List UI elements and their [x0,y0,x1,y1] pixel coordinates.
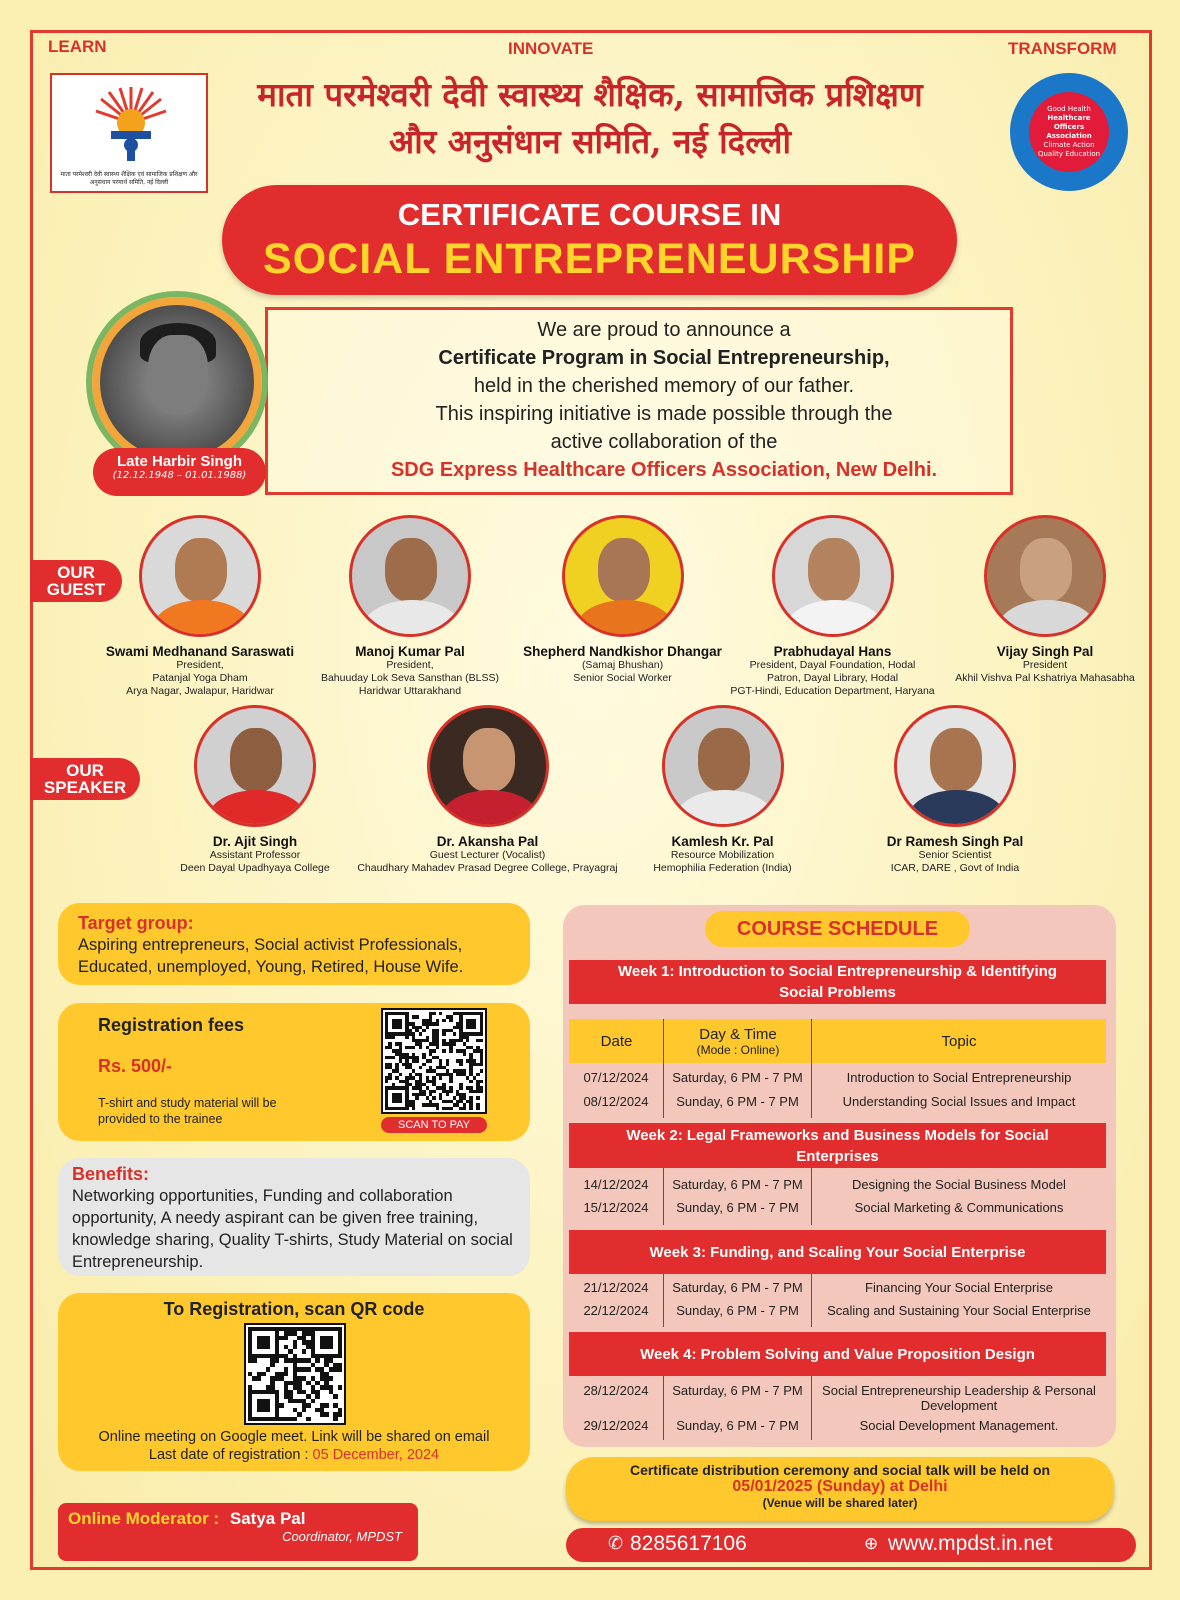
qr-module [338,1367,342,1371]
qr-module [399,1026,402,1029]
qr-module [449,1090,452,1093]
row-date: 21/12/2024 [583,1280,649,1295]
qr-module [329,1376,333,1380]
qr-module [439,1012,442,1015]
speaker-name: Dr. Akansha Pal [436,834,539,849]
fees-note: T-shirt and study material will be provided to the trainee [98,1096,277,1126]
course-schedule-title: COURSE SCHEDULE [705,911,970,947]
qr-module [449,1049,452,1052]
guest-photo [984,515,1106,637]
fees-heading: Registration fees [98,1015,245,1035]
guest-photo [772,515,894,637]
speaker-name: Dr. Ajit Singh [212,834,298,849]
guest-photo [349,515,471,637]
header-topic-label: Topic [941,1032,977,1050]
org-logo [50,73,208,193]
qr-module [419,1032,422,1035]
qr-module [422,1063,425,1066]
guest-desc: (Samaj Bhushan) [581,659,664,671]
qr-module [459,1086,462,1089]
speaker-photo [662,705,784,827]
qr-module [266,1367,270,1371]
qr-module [257,1376,261,1380]
speaker-card [350,705,625,875]
speaker-photo-body [907,790,1007,827]
phone-number[interactable]: 8285617106 [630,1532,747,1555]
guest-photo-body [362,600,462,637]
announcement-line1: We are proud to announce a [537,319,791,341]
row-time: Sunday, 6 PM - 7 PM [676,1094,799,1109]
guest-desc: President, [386,659,434,671]
qr-module [480,1063,483,1066]
header-topic [812,1019,1106,1063]
qr-module [436,1107,439,1110]
row-date: 08/12/2024 [583,1094,649,1109]
guest-desc: President, [176,659,224,671]
qr-module [469,1080,472,1083]
ceremony-line2: 05/01/2025 (Sunday) at Delhi [732,1478,948,1495]
row-time: Sunday, 6 PM - 7 PM [676,1303,799,1318]
our-guest-tag-line2: GUEST [46,580,106,599]
row-topic: Introduction to Social Entrepreneurship [846,1070,1072,1085]
qr-module [432,1012,435,1015]
guest-desc: President, Dayal Foundation, Hodal [749,659,916,671]
qr-module [392,1036,395,1039]
qr-module [302,1349,306,1353]
qr-module [266,1345,270,1349]
speaker-photo [194,705,316,827]
qr-module [261,1372,265,1376]
qr-module [324,1412,328,1416]
qr-module [293,1417,297,1421]
guest-card [95,515,305,698]
guest-photo-head [385,538,437,602]
guest-card [945,515,1145,685]
seal-text-right: Climate Action [1043,141,1095,149]
row-time: Saturday, 6 PM - 7 PM [672,1070,803,1085]
qr-module [415,1096,418,1099]
qr-module [473,1026,476,1029]
benefits-text: Networking opportunities, Funding and collaboration opportunity, A needy aspirant can be given free training, knowledge sharing, Quality T-shirts, Study Material on social Entrepreneurship. [72,1187,513,1271]
guest-desc: PGT-Hindi, Education Department, Haryana [730,685,935,697]
speaker-photo-head [698,728,750,792]
fees-amount: Rs. 500/- [98,1056,173,1076]
speaker-photo-body [207,790,307,827]
header-date [569,1019,664,1063]
speaker-photo-head [230,728,282,792]
row-topic: Social Entrepreneurship Leadership & Personal Development [822,1383,1096,1413]
ceremony-line3: (Venue will be shared later) [762,1496,918,1510]
qr-module [405,1107,408,1110]
qr-module [469,1107,472,1110]
our-speaker-tag [30,758,140,800]
last-date-label: Last date of registration : [148,1447,313,1463]
qr-module [480,1032,483,1035]
week-1-header: Week 1: Introduction to Social Entrepreneurship & Identifying Social Problems [569,960,1106,1004]
announcement-line4: This inspiring initiative is made possible through the [435,403,893,425]
speaker-name: Dr Ramesh Singh Pal [886,834,1024,849]
guest-desc: President [1022,659,1068,671]
guest-card [305,515,515,698]
row-time: Saturday, 6 PM - 7 PM [672,1280,803,1295]
target-group-heading: Target group: [78,913,194,933]
moderator-name: Satya Pal [229,1509,306,1528]
qr-module [476,1073,479,1076]
qr-module [333,1394,337,1398]
banner-line1: CERTIFICATE COURSE IN [397,197,782,232]
guest-photo-head [175,538,227,602]
qr-module [480,1080,483,1083]
guest-name: Shepherd Nandkishor Dhangar [523,644,722,659]
speaker-photo-head [463,728,515,792]
memorial-name-tag [93,448,266,496]
qr-module [432,1049,435,1052]
qr-module [442,1019,445,1022]
week-3-header: Week 3: Funding, and Scaling Your Social Enterprise [569,1230,1106,1274]
guest-desc: Patanjal Yoga Dham [152,672,248,684]
memorial-photo [92,297,262,467]
qr-module [338,1412,342,1416]
row-date: 14/12/2024 [583,1177,649,1192]
row-date: 07/12/2024 [583,1070,649,1085]
contact-bar [566,1528,1136,1562]
speaker-desc: Hemophilia Federation (India) [653,862,792,874]
memorial-name: Late Harbir Singh [116,453,243,470]
qr-module [419,1066,422,1069]
qr-module [429,1059,432,1062]
qr-module [436,1046,439,1049]
row-time: Saturday, 6 PM - 7 PM [672,1177,803,1192]
tag-innovate: INNOVATE [508,39,594,58]
qr-module [426,1026,429,1029]
qr-module [463,1053,466,1056]
moderator-label: Online Moderator : [68,1509,220,1528]
target-group-text: Aspiring entrepreneurs, Social activist Professionals, Educated, unemployed, Young, Retired, House Wife. [78,936,464,976]
row-date: 15/12/2024 [583,1200,649,1215]
speaker-desc: Assistant Professor [209,849,301,861]
logo-caption: माता परमेश्वरी देवी स्वास्थ्य शैक्षिक एवं सामाजिक प्रशिक्षण और अनुसंधान परमार्थ समिति, नई दिल्ली [60,171,198,186]
qr-module [279,1403,283,1407]
qr-module [412,1046,415,1049]
qr-module [449,1107,452,1110]
row-topic: Financing Your Social Enterprise [865,1280,1053,1295]
qr-module [419,1046,422,1049]
qr-module [306,1403,310,1407]
speaker-card [155,705,355,875]
qr-module [338,1385,342,1389]
qr-module [284,1372,288,1376]
qr-module [306,1367,310,1371]
qr-module [480,1039,483,1042]
speaker-desc: Deen Dayal Upadhyaya College [180,862,330,874]
qr-module [392,1056,395,1059]
announcement-line6: SDG Express Healthcare Officers Association, New Delhi. [390,459,938,481]
header-daytime [664,1019,812,1063]
qr-module [449,1080,452,1083]
qr-module [306,1417,310,1421]
speaker-photo [427,705,549,827]
qr-module [302,1408,306,1412]
header-daytime-label: Day & Time [699,1025,777,1043]
row-topic: Understanding Social Issues and Impact [842,1094,1076,1109]
qr-module [442,1032,445,1035]
qr-module [453,1042,456,1045]
memorial-photo-face [148,335,208,415]
last-date-value: 05 December, 2024 [312,1447,440,1463]
qr-module [476,1107,479,1110]
qr-module [385,1080,388,1083]
guest-desc: Senior Social Worker [573,672,672,684]
qr-module [432,1096,435,1099]
qr-module [436,1022,439,1025]
qr-module [422,1029,425,1032]
announcement-line3: held in the cherished memory of our father. [473,375,855,397]
guest-photo [139,515,261,637]
guest-name: Prabhudayal Hans [773,644,892,659]
qr-module [311,1399,315,1403]
guest-desc: Arya Nagar, Jwalapur, Haridwar [126,685,274,697]
qr-module [480,1069,483,1072]
tag-transform: TRANSFORM [1008,39,1117,58]
qr-module [453,1032,456,1035]
header-date-label: Date [600,1032,633,1050]
row-date: 22/12/2024 [583,1303,649,1318]
guest-desc: Akhil Vishva Pal Kshatriya Mahasabha [955,672,1135,684]
guest-photo-body [152,600,252,637]
target-group-card [58,903,530,985]
website-link[interactable]: www.mpdst.in.net [888,1532,1053,1555]
speaker-photo-body [675,790,775,827]
qr-module [338,1354,342,1358]
guest-desc: Bahuuday Lok Seva Sansthan (BLSS) [320,672,500,684]
guest-card [515,515,730,685]
qr-module [459,1063,462,1066]
guest-photo-head [598,538,650,602]
guest-card [720,515,945,698]
speaker-desc: Senior Scientist [918,849,992,861]
qr-module [315,1394,319,1398]
benefits-heading: Benefits: [72,1164,150,1184]
week-4-header: Week 4: Problem Solving and Value Proposition Design [569,1332,1106,1376]
guest-name: Swami Medhanand Saraswati [105,644,295,659]
guest-photo-head [808,538,860,602]
announcement-line5: active collaboration of the [550,431,778,453]
qr-module [324,1403,328,1407]
row-topic: Designing the Social Business Model [852,1177,1066,1192]
qr-module [293,1345,297,1349]
guest-photo-head [1020,538,1072,602]
registration-heading: To Registration, scan QR code [163,1299,425,1319]
seal-text-center: Healthcare Officers Association [1046,114,1092,140]
qr-module [315,1358,319,1362]
qr-module [399,1100,402,1103]
moderator-box [58,1503,418,1561]
speaker-card [855,705,1055,875]
qr-module [415,1015,418,1018]
guest-name: Vijay Singh Pal [996,644,1094,659]
qr-module [297,1412,301,1416]
qr-module [388,1076,391,1079]
our-speaker-tag-line2: SPEAKER [43,778,127,797]
qr-module [439,1076,442,1079]
speaker-photo [894,705,1016,827]
speaker-desc: Resource Mobilization [670,849,775,861]
seal-text-top: Good Health [1047,105,1091,113]
guest-desc: Patron, Dayal Library, Hodal [766,672,899,684]
speaker-desc: ICAR, DARE , Govt of India [890,862,1020,874]
qr-module [463,1107,466,1110]
seal-text-bottom: Quality Education [1037,150,1101,158]
qr-module [446,1093,449,1096]
speaker-name: Kamlesh Kr. Pal [671,834,774,849]
row-time: Sunday, 6 PM - 7 PM [676,1418,799,1433]
announcement-box [265,307,1013,495]
payment-qr-code[interactable] [381,1008,487,1114]
registration-qr-code[interactable] [244,1323,346,1425]
qr-module [284,1336,288,1340]
qr-module [449,1019,452,1022]
guest-desc: Haridwar Uttarakhand [358,685,462,697]
registration-meeting-note: Online meeting on Google meet. Link will be shared on email [98,1429,490,1445]
guest-photo-body [575,600,675,637]
qr-module [412,1107,415,1110]
guest-photo-body [997,600,1097,637]
scan-to-pay-label: SCAN TO PAY [381,1117,487,1133]
announcement-line2: Certificate Program in Social Entrepreneurship, [438,347,890,369]
guest-photo-body [785,600,885,637]
qr-module [333,1417,337,1421]
memorial-dates: (12.12.1948 – 01.01.1988) [112,470,247,481]
course-banner [222,185,957,295]
phone-icon: ✆ [608,1533,624,1553]
speaker-photo-body [440,790,540,827]
qr-module [480,1090,483,1093]
qr-module [275,1358,279,1362]
ceremony-line1: Certificate distribution ceremony and social talk will be held on [629,1462,1051,1478]
qr-module [415,1059,418,1062]
row-topic: Social Marketing & Communications [854,1200,1064,1215]
org-name-hindi-line1: माता परमेश्वरी देवी स्वास्थ्य शैक्षिक, सामाजिक प्रशिक्षण [257,75,923,114]
org-name-hindi-line2: और अनुसंधान समिति, नई दिल्ली [388,122,792,161]
row-date: 28/12/2024 [583,1383,649,1398]
qr-module [399,1073,402,1076]
speaker-desc: Chaudhary Mahadev Prasad Degree College, Prayagraj [357,862,618,874]
qr-module [466,1039,469,1042]
row-time: Saturday, 6 PM - 7 PM [672,1383,803,1398]
association-seal [1010,73,1128,191]
header-mode-label: (Mode : Online) [696,1042,780,1057]
schedule-table-header [569,1019,1106,1063]
qr-module [405,1036,408,1039]
globe-icon: ⊕ [864,1534,879,1553]
speaker-card [620,705,825,875]
qr-module [270,1363,274,1367]
speaker-desc: Guest Lecturer (Vocalist) [429,849,546,861]
qr-module [442,1049,445,1052]
week-2-header: Week 2: Legal Frameworks and Business Models for Social Enterprises [569,1123,1106,1168]
our-speaker-tag-line1: OUR [66,761,104,780]
qr-module [476,1096,479,1099]
speaker-photo-head [930,728,982,792]
qr-module [252,1358,256,1362]
moderator-role: Coordinator, MPDST [282,1529,402,1544]
banner-line2: SOCIAL ENTREPRENEURSHIP [263,235,916,283]
qr-module [329,1345,333,1349]
ceremony-box [566,1457,1114,1521]
row-topic: Scaling and Sustaining Your Social Enterprise [827,1303,1091,1318]
guest-name: Manoj Kumar Pal [355,644,465,659]
qr-module [266,1408,270,1412]
row-time: Sunday, 6 PM - 7 PM [676,1200,799,1215]
tag-learn: LEARN [48,37,107,56]
guest-photo [562,515,684,637]
qr-module [446,1063,449,1066]
row-topic: Social Development Management. [859,1418,1059,1433]
qr-module [432,1090,435,1093]
our-guest-tag-line1: OUR [57,563,95,582]
row-date: 29/12/2024 [583,1418,649,1433]
benefits-card [58,1158,530,1276]
sun-emblem-icon [91,83,171,163]
